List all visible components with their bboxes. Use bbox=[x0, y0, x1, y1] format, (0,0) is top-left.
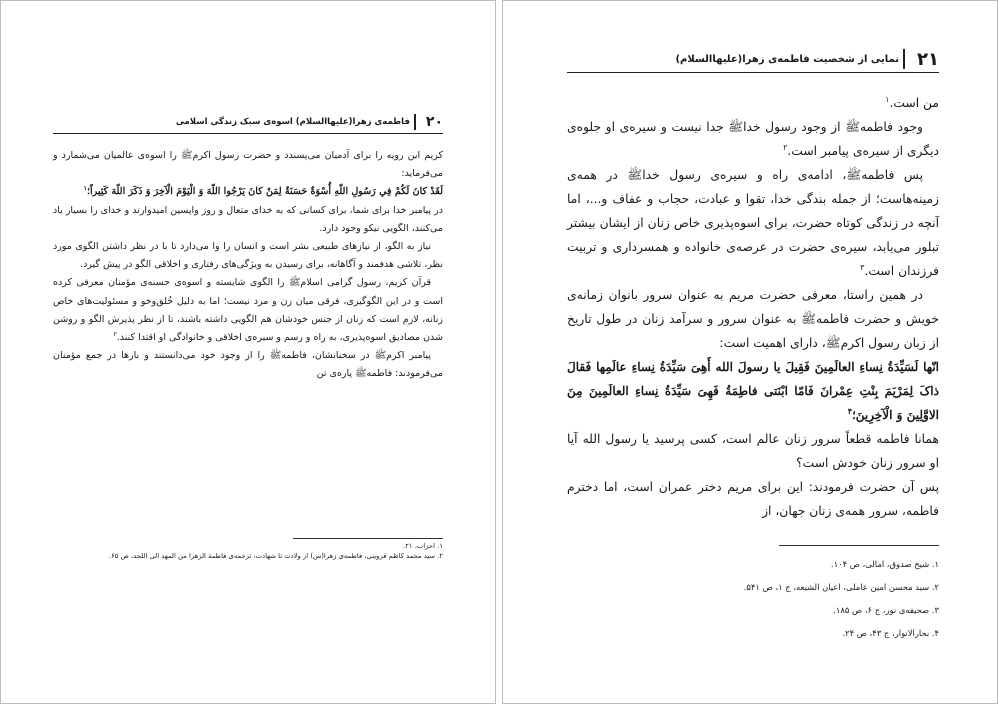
footnote-rule bbox=[293, 538, 443, 539]
paragraph: در پیامبر خدا برای شما، برای کسانی که به خدای متعال و روز واپسین امیدوارند و خدای را بسیار یاد می‌کنند، الگویی نیکو وجود دارد. bbox=[53, 204, 443, 234]
paragraph: کریم این رویه را برای آدمیان می‌پسندد و حضرت رسول اکرمﷺ را اسوه‌ی عالمیان می‌شمارد و می‌فرماید: bbox=[53, 150, 443, 180]
footnote-rule bbox=[779, 545, 939, 546]
paragraph: در همین راستا، معرفی حضرت مریم به عنوان سرور بانوان زمانه‌ی خویش و حضرت فاطمهﷺ به عنوان سرور و سرآمد زنان در طول تاریخ از زبان رسول اکرمﷺ، دارای اهمیت است: bbox=[567, 288, 939, 350]
left-body-text bbox=[53, 147, 443, 384]
right-running-header: نمایی از شخصیت فاطمه‌ی زهرا(علیهاالسلام) bbox=[675, 53, 900, 65]
paragraph: پس فاطمهﷺ، ادامه‌ی راه و سیره‌ی رسول خداﷺ در همه‌ی زمینه‌هاست؛ از جمله بندگی خدا، تقوا و عبادت، حجاب و عفاف و...، اما آنچه در زندگی کوتاه حضرت، برای اسوه‌پذیری خاص زنان از ایشان بیشتر تبلور می‌یابد، سیره‌ی حضرت در عرصه‌ی خانواده و همسرداری و تربیت فرزندان است.$^۳$ bbox=[567, 168, 939, 278]
right-page-header bbox=[567, 46, 939, 73]
header-divider bbox=[903, 49, 905, 69]
paragraph: پس آن حضرت فرمودند: این برای مریم دختر عمران است، اما دخترم فاطمه، سرور همه‌ی زنان جهان، از bbox=[567, 480, 939, 518]
footnote-marker: ۲ bbox=[783, 142, 788, 152]
footnote-marker: ۱ bbox=[83, 185, 87, 193]
footnote: ۱. احزاب، ۲۱. bbox=[403, 542, 443, 550]
footnote: ۱. شیخ صدوق، امالی، ص ۱۰۴. bbox=[830, 559, 939, 569]
right-footnotes bbox=[567, 553, 939, 645]
footnote: ۴. بحارالانوار، ج ۴۳، ص ۲۴. bbox=[842, 628, 939, 638]
footnote-marker: ۳ bbox=[860, 262, 865, 272]
left-page bbox=[0, 0, 496, 704]
paragraph: پیامبر اکرمﷺ در سخنانشان، فاطمهﷺ را از وجود خود می‌دانستند و بارها در جمع مؤمنان می‌فرمودند: فاطمهﷺ پاره‌ی تن bbox=[53, 350, 443, 380]
footnote: ۲. سید محمد کاظم قزوینی، فاطمه‌ی زهرا(س) از ولادت تا شهادت، ترجمه‌ی فاطمة الزهرا من المهد الی اللحد، ص ۶۵. bbox=[108, 552, 443, 560]
right-body-text bbox=[567, 91, 939, 523]
footnote-marker: ۲ bbox=[113, 330, 117, 338]
left-footnotes bbox=[53, 541, 443, 561]
left-page-number: ۲۰ bbox=[425, 114, 443, 130]
paragraph: من است.$^۱$ bbox=[885, 94, 939, 110]
paragraph: وجود فاطمهﷺ از وجود رسول خداﷺ جدا نیست و سیره‌ی او جلوه‌ی دیگری از سیره‌ی پیامبر است.$^۲$ bbox=[567, 120, 939, 158]
right-page bbox=[502, 0, 998, 704]
paragraph: قرآن کریم، رسول گرامی اسلامﷺ را الگوی شایسته و اسوه‌ی حسنه‌ی مؤمنان معرفی کرده است و در این الگوگیری، فرقی میان زن و مرد نیست؛ اما به دلیل خُلق‌وخو و مسئولیت‌های خاص زنانه، لازم است که زنان از جنس خودشان هم الگویی داشته باشند، تا از نظر پذیرش الگو و روشن شدن مصادیق اسوه‌پذیری، به راه و رسم و سیره‌ی اخلاقی و خانوادگی او اقتدا کنند.$^۲$ bbox=[53, 277, 443, 344]
footnote-marker: ۴ bbox=[847, 407, 852, 416]
footnote: ۲. سید محسن امین عاملی، اعیان الشیعه، ج ۱، ص ۵۴۱. bbox=[743, 582, 939, 592]
right-page-number: ۲۱ bbox=[917, 48, 939, 70]
paragraph: همانا فاطمه قطعاً سرور زنان عالم است، کسی پرسید یا رسول الله آیا او سرور زنان خودش است؟ bbox=[567, 432, 939, 470]
footnote-marker: ۱ bbox=[885, 94, 890, 104]
hadith-quote: انّها لَسَیِّدَةُ نِساءِ العالَمِینَ فَقِیلَ یا رسولَ الله أَهِیَ سَیِّدَةُ نِساءِ عالَمِها فَقالَ ذاکَ لِمَرْیَمَ بِنْتِ عِمْرانَ فَامّا ابْنَتی فاطِمَةُ فَهِیَ سَیِّدَةُ نِساءِ العالَمِینَ مِنَ الاوَّلِینَ وَ الْآخِرِینَ؛$^۴$ bbox=[567, 360, 939, 422]
footnote: ۳. صحیفه‌ی نور، ج ۶، ص ۱۸۵. bbox=[833, 605, 939, 615]
quran-verse: لَقَدْ كانَ لَكُمْ فِي رَسُولِ اللّهِ أُسْوَةٌ حَسَنَةٌ لِمَنْ كانَ يَرْجُوا اللّهَ وَ الْيَوْمَ الْآخِرَ وَ ذَكَرَ اللّهَ كَثِيراً؛$^۱$ bbox=[83, 185, 443, 198]
left-page-header bbox=[53, 111, 443, 134]
left-running-header: فاطمه‌ی زهرا(علیهاالسلام) اسوه‌ی سبک زندگی اسلامی bbox=[175, 117, 410, 127]
paragraph: نیاز به الگو، از نیازهای طبیعی بشر است و انسان را وا می‌دارد تا با در نظر داشتن الگوی مورد نظر، تلاشی هدفمند و آگاهانه، برای رسیدن به ویژگی‌های رفتاری و اخلاقی الگو در پیش گیرد. bbox=[53, 241, 443, 271]
header-divider bbox=[414, 114, 416, 130]
